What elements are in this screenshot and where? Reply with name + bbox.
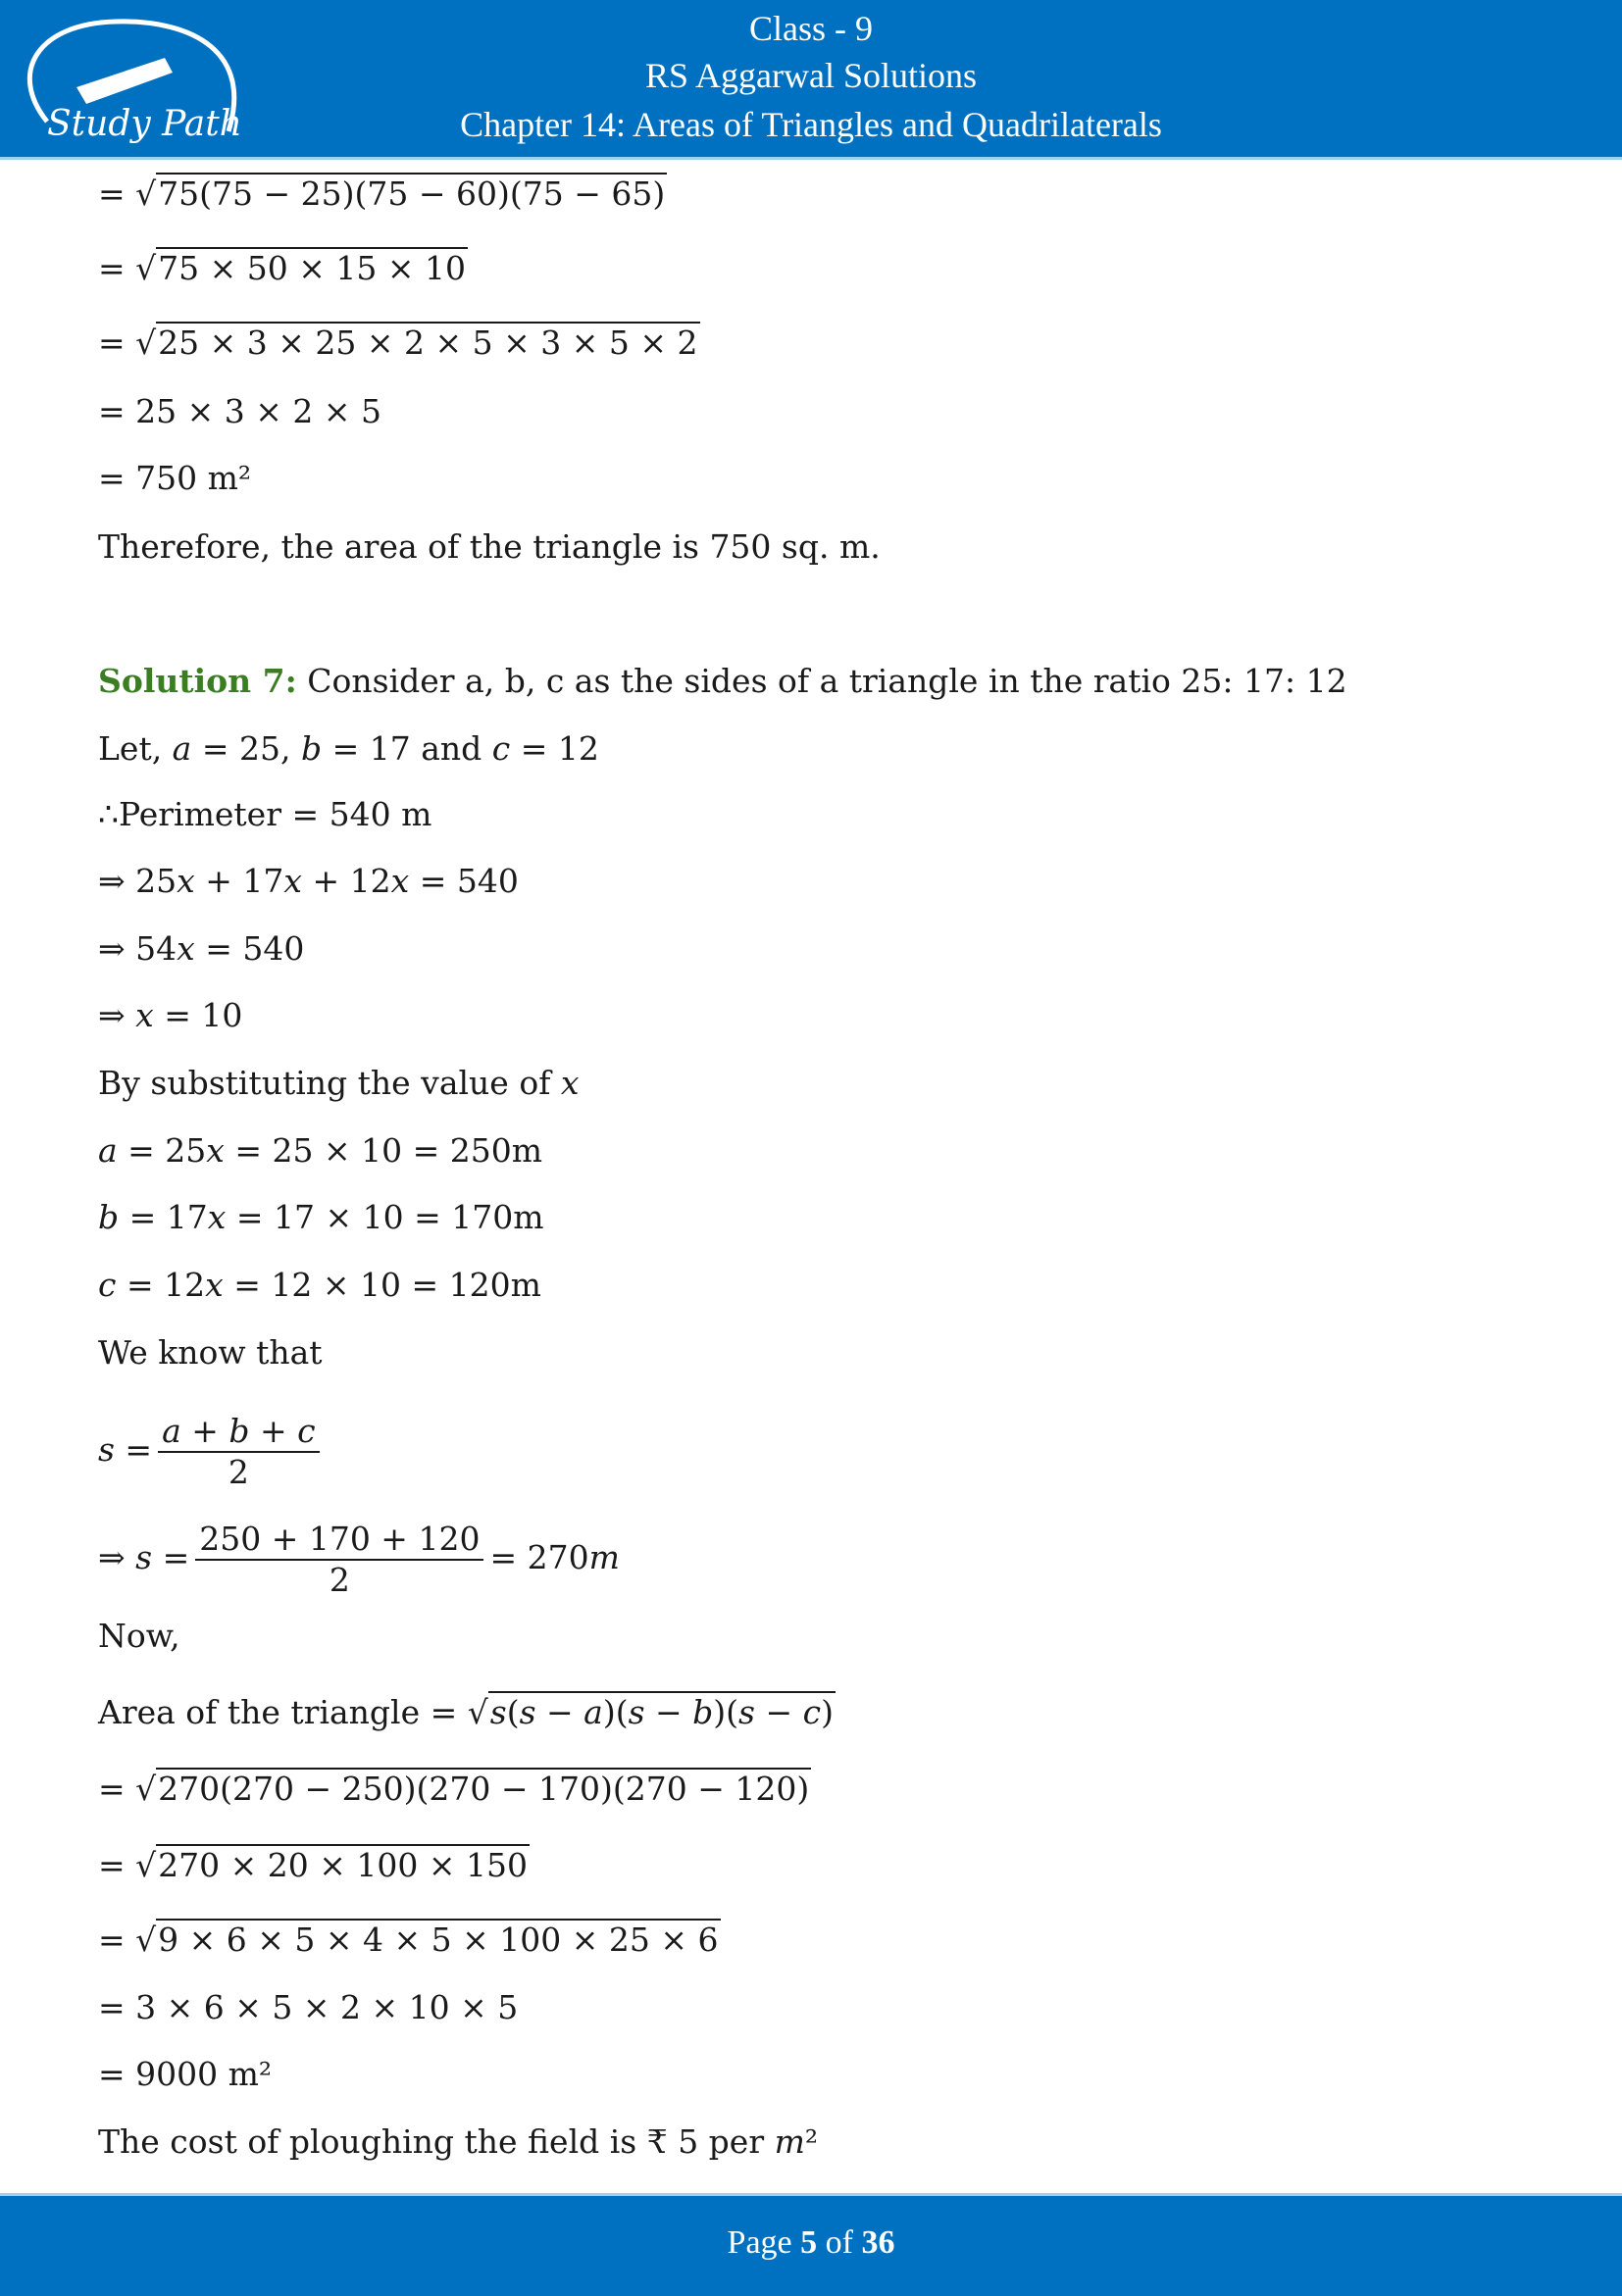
line-prefix: = (98, 1921, 136, 1959)
radicand: 𝑠(𝑠 − 𝑎)(𝑠 − 𝑏)(𝑠 − 𝑐) (489, 1693, 834, 1731)
radicand: 25 × 3 × 25 × 2 × 5 × 3 × 5 × 2 (158, 324, 698, 362)
sqrt-icon: √ (135, 1770, 157, 1808)
denominator: 2 (228, 1453, 249, 1491)
math-line: = 750 m² (98, 459, 252, 497)
page-footer (0, 2193, 1622, 2296)
fraction (195, 1520, 483, 1600)
line-prefix: = (98, 324, 136, 362)
math-line (98, 1846, 530, 1885)
radicand: 9 × 6 × 5 × 4 × 5 × 100 × 25 × 6 (158, 1921, 719, 1959)
math-line (98, 1921, 721, 1960)
math-line (98, 249, 468, 288)
math-line (98, 1770, 811, 1809)
line-prefix: Area of the triangle = (98, 1693, 468, 1731)
sqrt-icon: √ (135, 1921, 157, 1959)
math-line: 𝑎 = 25𝑥 = 25 × 10 = 250m (98, 1131, 543, 1170)
logo-text: Study Path (47, 104, 242, 144)
radicand: 75 × 50 × 15 × 10 (158, 249, 467, 287)
book-title: RS Aggarwal Solutions (644, 56, 978, 95)
line-prefix: 𝑠 = (98, 1430, 153, 1469)
numerator: 𝑎 + 𝑏 + 𝑐 (158, 1412, 320, 1453)
radicand: 270(270 − 250)(270 − 170)(270 − 120) (158, 1770, 810, 1808)
sqrt-icon: √ (135, 175, 157, 213)
math-line (98, 1693, 836, 1732)
math-line: ⇒ 54𝑥 = 540 (98, 929, 305, 968)
fraction (158, 1412, 320, 1492)
sqrt-icon: √ (135, 249, 157, 287)
math-line: ∴Perimeter = 540 m (98, 795, 432, 833)
math-line: = 3 × 6 × 5 × 2 × 10 × 5 (98, 1988, 519, 2026)
math-line (98, 662, 1347, 701)
sqrt-icon: √ (135, 324, 157, 362)
line-prefix: ⇒ 𝑠 = (98, 1538, 190, 1576)
solution-text: Consider a, b, c as the sides of a triangle in the ratio 25: 17: 12 (296, 662, 1347, 700)
math-line: 𝑐 = 12𝑥 = 12 × 10 = 120m (98, 1266, 541, 1304)
chapter-title: Chapter 14: Areas of Triangles and Quadrilaterals (460, 105, 1162, 144)
math-line: Therefore, the area of the triangle is 750 sq. m. (98, 527, 881, 566)
radicand: 270 × 20 × 100 × 150 (158, 1846, 529, 1884)
math-line: = 25 × 3 × 2 × 5 (98, 392, 382, 430)
math-line: ⇒ 𝑥 = 10 (98, 996, 243, 1034)
line-prefix: = (98, 1770, 136, 1808)
page-header (0, 0, 1622, 160)
math-line (98, 175, 667, 214)
math-line (98, 324, 700, 363)
denominator: 2 (329, 1561, 350, 1599)
math-line: 𝑏 = 17𝑥 = 17 × 10 = 170m (98, 1198, 544, 1236)
math-line: The cost of ploughing the field is ₹ 5 per 𝑚² (98, 2122, 819, 2161)
line-prefix: = (98, 1846, 136, 1884)
math-line: By substituting the value of 𝑥 (98, 1064, 580, 1102)
of-label: of (825, 2224, 853, 2261)
page-total: 36 (861, 2224, 895, 2261)
math-line: = 9000 m² (98, 2055, 273, 2093)
math-line: We know that (98, 1333, 323, 1372)
sqrt-icon: √ (135, 1846, 157, 1884)
line-prefix: = (98, 175, 136, 213)
math-line: ⇒ 25𝑥 + 17𝑥 + 12𝑥 = 540 (98, 862, 519, 900)
math-line (98, 1412, 326, 1492)
line-prefix: = (98, 249, 136, 287)
math-line: Now, (98, 1617, 180, 1655)
math-line (98, 1520, 620, 1600)
line-suffix: = 270𝑚 (489, 1538, 620, 1576)
solution-label: Solution 7: (98, 662, 297, 700)
page-label: Page (727, 2224, 792, 2261)
numerator: 250 + 170 + 120 (195, 1520, 483, 1561)
math-line: Let, 𝑎 = 25, 𝑏 = 17 and 𝑐 = 12 (98, 729, 599, 768)
page-number: 5 (800, 2224, 818, 2261)
radicand: 75(75 − 25)(75 − 60)(75 − 65) (158, 175, 666, 213)
sqrt-icon: √ (467, 1693, 488, 1731)
class-label: Class - 9 (749, 9, 873, 48)
